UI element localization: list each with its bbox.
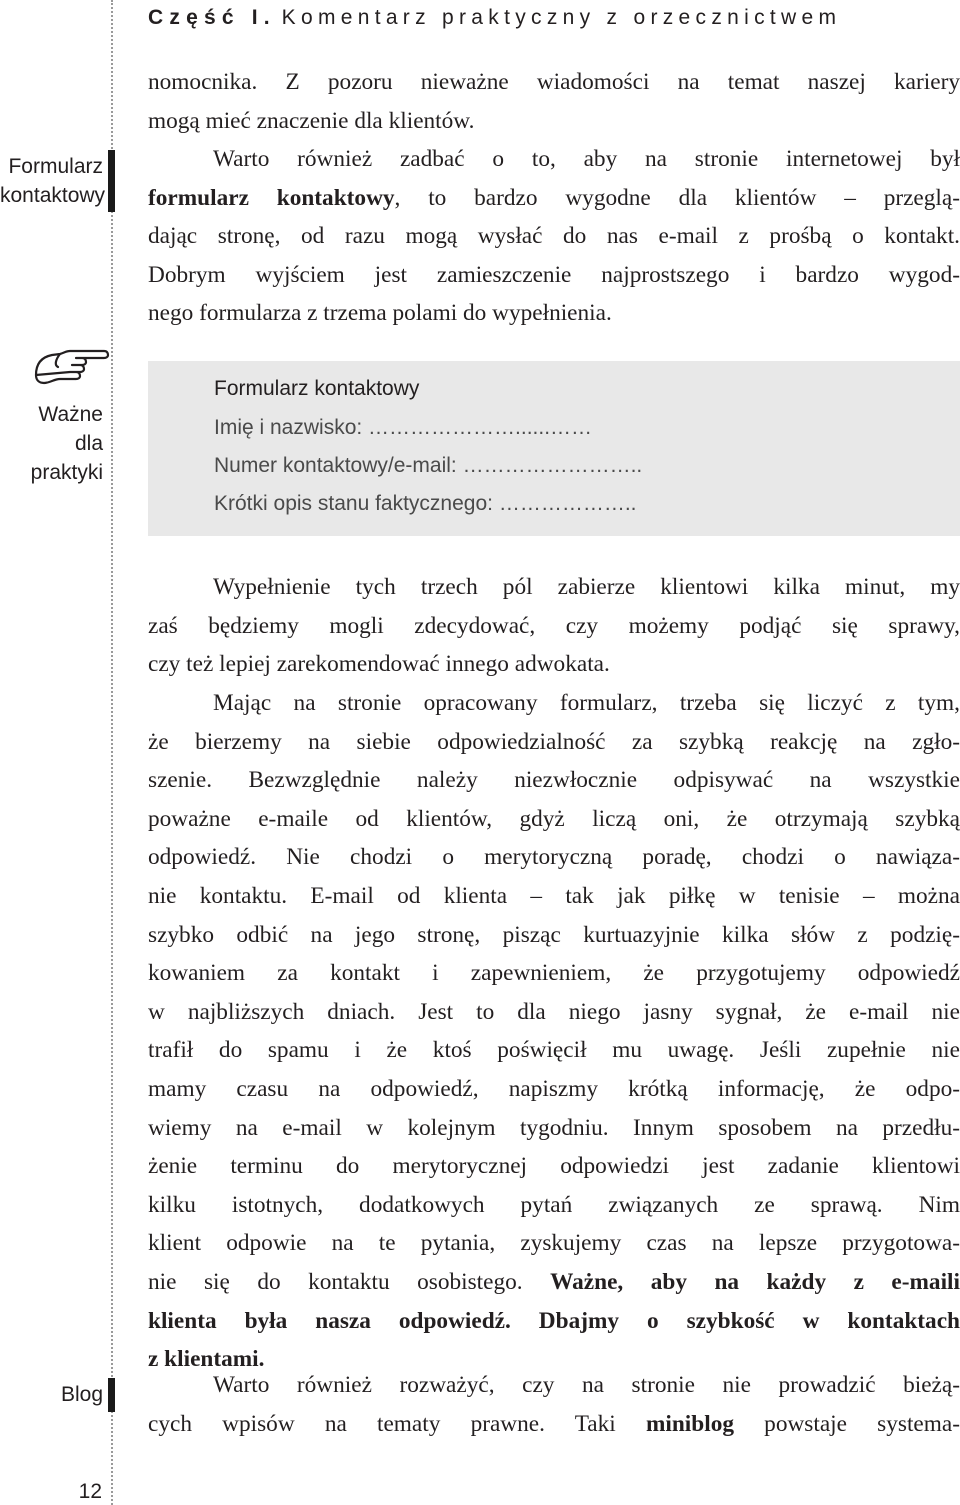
text-line: szybko odbić na jego stronę, pisząc kurtuazyjnie kilka słów z podzię- bbox=[148, 921, 960, 948]
text-line: w najbliższych dniach. Jest to dla niego jasny sygnał, że e-mail nie bbox=[148, 998, 960, 1025]
text-line: kilku istotnych, dodatkowych pytań związanych ze sprawą. Nim bbox=[148, 1191, 960, 1218]
text-line: nie się do kontaktu osobistego. Ważne, aby na każdy z e-maili bbox=[148, 1268, 960, 1295]
text-line bbox=[148, 1302, 960, 1341]
contact-form-example-box bbox=[148, 361, 960, 536]
bold-emphasis: z klientami. bbox=[148, 1346, 265, 1373]
text-line: mogą mieć znaczenie dla klientów. bbox=[148, 107, 475, 134]
text-line: nomocnika. Z pozoru nieważne wiadomości na temat naszej kariery bbox=[148, 69, 960, 95]
text-line: klient odpowie na te pytania, zyskujemy czas na lepsze przygotowa- bbox=[148, 1230, 960, 1257]
text-line: Warto również rozważyć, czy na stronie nie prowadzić bieżą- bbox=[213, 1372, 960, 1398]
paragraph-2 bbox=[148, 140, 960, 333]
bold-term: miniblog bbox=[645, 1410, 734, 1437]
text-line: kowaniem za kontakt i zapewnieniem, że przygotujemy odpowiedź bbox=[148, 960, 960, 987]
text-line: czy też lepiej zarekomendować innego adwokata. bbox=[148, 651, 610, 678]
text-line: Mając na stronie opracowany formularz, trzeba się liczyć z tym, bbox=[213, 690, 960, 716]
paragraph-1 bbox=[148, 63, 960, 140]
text-line: żenie terminu do merytorycznej odpowiedzi jest zadanie klientowi bbox=[148, 1153, 960, 1180]
text-line: nie kontaktu. E-mail od klienta – tak jak piłkę w tenisie – można bbox=[148, 882, 960, 909]
form-field-name: Imię i nazwisko: …………………......…… bbox=[214, 416, 593, 439]
text-line: poważne e-maile od klientów, gdyż liczą oni, że otrzymają szybką bbox=[148, 805, 960, 832]
text-line: Dobrym wyjściem jest zamieszczenie najprostszego i bardzo wygod- bbox=[148, 261, 960, 288]
text-line: Wypełnienie tych trzech pól zabierze klientowi kilka minut, my bbox=[213, 574, 960, 600]
part-label: Część I. bbox=[148, 6, 276, 29]
text-line: wiemy na e-mail w kolejnym tygodniu. Innym sposobem na przedłu- bbox=[148, 1114, 960, 1141]
margin-note-line: Formularz bbox=[8, 155, 103, 178]
margin-dotted-line bbox=[111, 0, 113, 1505]
form-field-contact: Numer kontaktowy/e-mail: …………………….. bbox=[214, 454, 643, 477]
text-line: cych wpisów na tematy prawne. Taki miniblog powstaje systema- bbox=[148, 1410, 960, 1437]
bold-emphasis: klienta była nasza odpowiedź. Dbajmy o szybkość w kontaktach bbox=[148, 1307, 960, 1334]
paragraph-3 bbox=[148, 568, 960, 684]
text-line: zaś będziemy mogli zdecydować, czy możemy podjąć się sprawy, bbox=[148, 612, 960, 639]
text-line: szenie. Bezwzględnie należy niezwłocznie odpisywać na wszystkie bbox=[148, 767, 960, 794]
margin-note-contact-form bbox=[0, 152, 106, 210]
margin-note-blog: Blog bbox=[60, 1383, 103, 1406]
pointing-hand-icon bbox=[30, 345, 110, 389]
margin-note-important bbox=[0, 400, 103, 487]
margin-note-line: kontaktowy bbox=[0, 184, 106, 207]
text-line: trafił do spamu i że ktoś poświęcił mu uwagę. Jeśli zupełnie nie bbox=[148, 1037, 960, 1064]
form-field-description: Krótki opis stanu faktycznego: ……………….. bbox=[214, 492, 637, 515]
margin-note-marker bbox=[108, 150, 115, 212]
text-line: nego formularza z trzema polami do wypełnienia. bbox=[148, 300, 612, 327]
text-line: odpowiedź. Nie chodzi o merytoryczną poradę, chodzi o nawiąza- bbox=[148, 844, 960, 871]
paragraph-5 bbox=[148, 1366, 960, 1443]
text-line: formularz kontaktowy, to bardzo wygodne dla klientów – przeglą- bbox=[148, 184, 960, 211]
margin-note-line: Ważne bbox=[38, 403, 103, 426]
form-box-title: Formularz kontaktowy bbox=[214, 377, 420, 400]
page-number: 12 bbox=[78, 1480, 102, 1503]
margin-note-line: dla bbox=[74, 432, 103, 455]
margin-note-line: praktyki bbox=[30, 461, 103, 484]
text-line: mamy czasu na odpowiedź, napiszmy krótką informację, że odpo- bbox=[148, 1075, 960, 1102]
bold-emphasis: Ważne, aby na każdy z e-maili bbox=[550, 1268, 960, 1295]
text-line: że bierzemy na siebie odpowiedzialność za szybką reakcję na zgło- bbox=[148, 728, 960, 755]
running-header bbox=[148, 6, 960, 30]
text-line: dając stronę, od razu mogą wysłać do nas e-mail z prośbą o kontakt. bbox=[148, 223, 960, 250]
paragraph-4 bbox=[148, 684, 960, 1379]
text-line: Warto również zadbać o to, aby na stronie internetowej był bbox=[213, 146, 960, 172]
margin-note-marker bbox=[108, 1378, 115, 1412]
chapter-subtitle: Komentarz praktyczny z orzecznictwem bbox=[281, 6, 842, 29]
bold-term: formularz kontaktowy bbox=[148, 184, 395, 211]
